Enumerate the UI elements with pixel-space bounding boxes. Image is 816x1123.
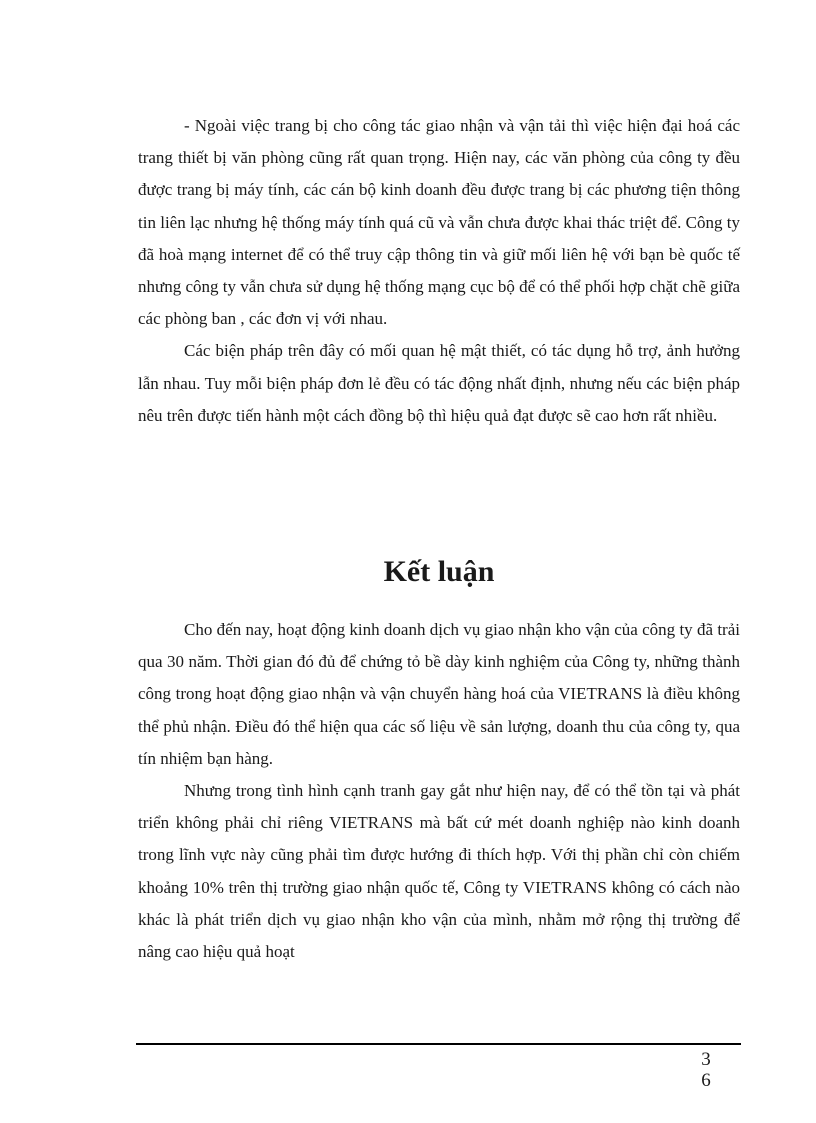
body-section-conclusion: [138, 614, 740, 968]
paragraph-measures-summary: Các biện pháp trên đây có mối quan hệ mật thiết, có tác dụng hỗ trợ, ảnh hưởng lẫn nhau. Tuy mỗi biện pháp đơn lẻ đều có tác động nhất định, nhưng nếu các biện pháp nêu trên được tiến hành một cách đồng bộ thì hiệu quả đạt được sẽ cao hơn rất nhiều.: [138, 341, 740, 425]
paragraph-company-history: Cho đến nay, hoạt động kinh doanh dịch vụ giao nhận kho vận của công ty đã trải qua 30 năm. Thời gian đó đủ để chứng tỏ bề dày kinh nghiệm của Công ty, những thành công trong hoạt động giao nhận và vận chuyển hàng hoá của VIETRANS là điều không thể phủ nhận. Điều đó thể hiện qua các số liệu về sản lượng, doanh thu của công ty, qua tín nhiệm bạn hàng.: [138, 620, 740, 768]
body-section-modernization: [138, 110, 740, 432]
paragraph-competition: Nhưng trong tình hình cạnh tranh gay gắt như hiện nay, để có thể tồn tại và phát triển không phải chỉ riêng VIETRANS mà bất cứ mét doanh nghiệp nào kinh doanh trong lĩnh vực này cũng phải tìm được hướng đi thích hợp. Với thị phần chỉ còn chiếm khoảng 10% trên thị trường giao nhận quốc tế, Công ty VIETRANS không có cách nào khác là phát triển dịch vụ giao nhận kho vận của mình, nhằm mở rộng thị trường để nâng cao hiệu quả hoạt: [138, 781, 740, 962]
paragraph-office-modernization: - Ngoài việc trang bị cho công tác giao nhận và vận tải thì việc hiện đại hoá các trang thiết bị văn phòng cũng rất quan trọng. Hiện nay, các văn phòng của công ty đều được trang bị máy tính, các cán bộ kinh doanh đều được trang bị các phương tiện thông tin liên lạc nhưng hệ thống máy tính quá cũ và vẫn chưa được khai thác triệt để. Công ty đã hoà mạng internet để có thể truy cập thông tin và giữ mối liên hệ với bạn bè quốc tế nhưng công ty vẫn chưa sử dụng hệ thống mạng cục bộ để có thể phối hợp chặt chẽ giữa các phòng ban , các đơn vị với nhau.: [138, 116, 740, 329]
page-number: 36: [701, 1049, 711, 1091]
conclusion-heading: Kết luận: [383, 555, 495, 588]
footer-divider: [136, 1043, 741, 1045]
